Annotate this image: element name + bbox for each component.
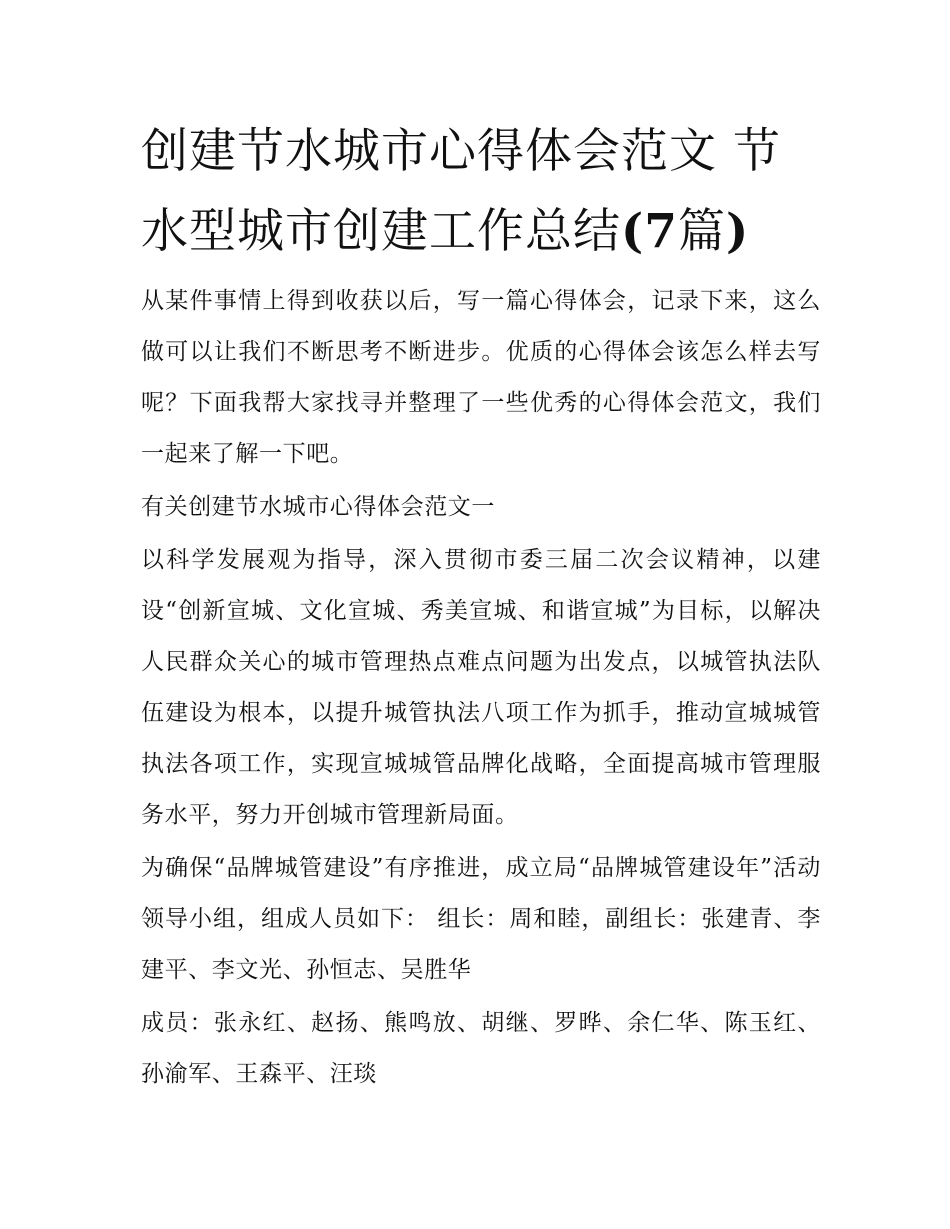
section-heading: 有关创建节水城市心得体会范文一 <box>141 494 495 520</box>
document-title <box>141 112 821 272</box>
leadership-paragraph: 为确保“品牌城管建设”有序推进，成立局“品牌城管建设年”活动领导小组，组成人员如下： 组长：周和睦，副组长：张建青、李建平、李文光、孙恒志、吴胜华 <box>141 855 821 983</box>
document-body <box>141 276 821 1102</box>
title-count-text: (7 <box>621 204 678 259</box>
title-close-text: ) <box>725 204 750 259</box>
intro-paragraph: 从某件事情上得到收获以后，写一篇心得体会，记录下来，这么做可以让我们不断思考不断进步。优质的心得体会该怎么样去写呢？下面我帮大家找寻并整理了一些优秀的心得体会范文，我们一起来了解一下吧。 <box>141 288 821 467</box>
members-paragraph: 成员：张永红、赵扬、熊鸣放、胡继、罗晔、余仁华、陈玉红、孙渝军、王森平、汪琰 <box>141 1010 821 1087</box>
title-main-text: 创建节水城市心得体会范文 节水型城市创建工作总结 <box>141 124 781 259</box>
guideline-paragraph: 以科学发展观为指导，深入贯彻市委三届二次会议精神，以建设“创新宣城、文化宣城、秀美宣城、和谐宣城”为目标，以解决人民群众关心的城市管理热点难点问题为出发点，以城管执法队伍建设为根本，以提升城管执法八项工作为抓手，推动宣城城管执法各项工作，实现宣城城管品牌化战略，全面提高城市管理服务水平，努力开创城市管理新局面。 <box>141 547 821 828</box>
title-unit-text: 篇 <box>677 204 726 259</box>
